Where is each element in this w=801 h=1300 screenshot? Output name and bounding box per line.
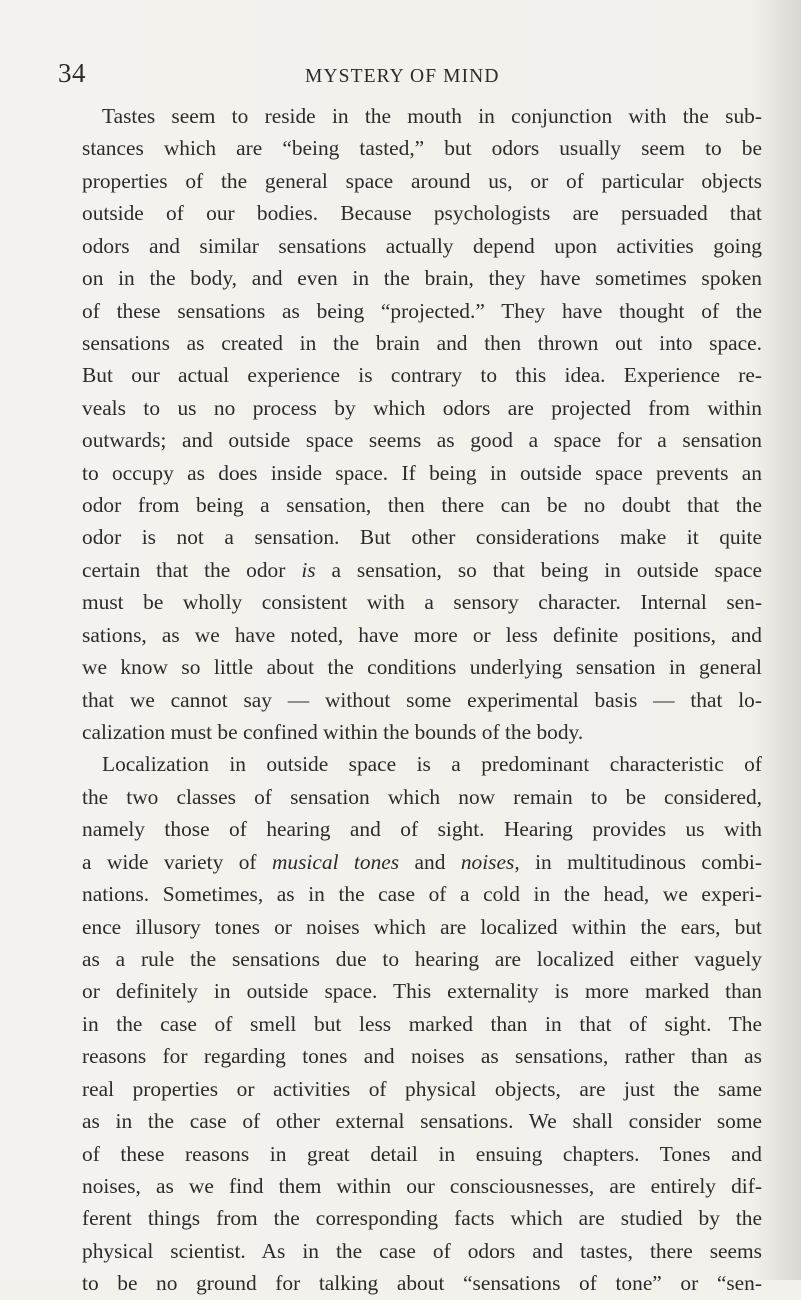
text-segment: a wide variety of	[82, 849, 272, 874]
text-line: to be no ground for talking about “sensations of tone” or “sen-	[82, 1271, 762, 1296]
text-line: sations, as we have noted, have more or less definite positions, and	[82, 622, 762, 647]
text-segment: and	[399, 849, 461, 874]
body-text	[82, 100, 762, 1300]
text-segment: a sensation, so that being in outside space	[315, 557, 762, 582]
text-line: to occupy as does inside space. If being in outside space prevents an	[82, 460, 762, 485]
text-line: veals to us no process by which odors are projected from within	[82, 395, 762, 420]
running-head: MYSTERY OF MIND	[305, 66, 500, 87]
text-line: that we cannot say — without some experimental basis — that lo-	[82, 687, 762, 712]
text-segment: certain that the odor	[82, 557, 302, 582]
italic-term: musical tones	[271, 849, 400, 874]
text-line: But our actual experience is contrary to this idea. Experience re-	[82, 363, 762, 388]
text-line: outwards; and outside space seems as good a space for a sensation	[82, 428, 762, 453]
text-line: of these reasons in great detail in ensuing chapters. Tones and	[82, 1141, 762, 1166]
text-line: outside of our bodies. Because psychologists are persuaded that	[82, 201, 762, 226]
text-line: odors and similar sensations actually depend upon activities going	[82, 233, 762, 258]
text-line: in the case of smell but less marked than in that of sight. The	[82, 1011, 762, 1036]
text-line: as in the case of other external sensations. We shall consider some	[82, 1109, 762, 1134]
text-line	[82, 554, 762, 586]
text-line: must be wholly consistent with a sensory character. Internal sen-	[82, 590, 762, 615]
italic-word: is	[301, 557, 316, 582]
text-line: noises, as we find them within our consciousnesses, are entirely dif-	[82, 1173, 762, 1198]
text-line: Localization in outside space is a predominant characteristic of	[102, 752, 762, 777]
text-line: stances which are “being tasted,” but odors usually seem to be	[82, 136, 762, 161]
text-line: on in the body, and even in the brain, they have sometimes spoken	[82, 266, 762, 291]
text-line: reasons for regarding tones and noises as sensations, rather than as	[82, 1044, 762, 1069]
text-line: odor is not a sensation. But other considerations make it quite	[82, 525, 762, 550]
page-number: 34	[58, 58, 86, 88]
text-line: calization must be confined within the bounds of the body.	[82, 720, 584, 745]
text-line: or definitely in outside space. This externality is more marked than	[82, 979, 762, 1004]
text-line: ferent things from the corresponding facts which are studied by the	[82, 1206, 762, 1231]
text-line: Tastes seem to reside in the mouth in conjunction with the sub-	[102, 104, 762, 128]
text-line: as a rule the sensations due to hearing are localized either vaguely	[82, 946, 762, 971]
text-line: physical scientist. As in the case of odors and tastes, there seems	[82, 1238, 762, 1263]
text-line: properties of the general space around us, or of particular objects	[82, 168, 762, 193]
text-line	[82, 846, 762, 878]
text-segment: , in multitudinous combi-	[514, 849, 763, 874]
text-line: odor from being a sensation, then there can be no doubt that the	[82, 493, 762, 518]
text-line: sensations as created in the brain and then thrown out into space.	[82, 330, 762, 355]
text-line: real properties or activities of physical objects, are just the same	[82, 1076, 762, 1101]
text-line: we know so little about the conditions underlying sensation in general	[82, 655, 762, 680]
italic-term: noises	[460, 849, 515, 874]
text-line: nations. Sometimes, as in the case of a cold in the head, we experi-	[82, 882, 762, 907]
text-line: of these sensations as being “projected.” They have thought of the	[82, 298, 762, 323]
text-line: namely those of hearing and of sight. Hearing provides us with	[82, 817, 762, 842]
text-line: the two classes of sensation which now remain to be considered,	[82, 784, 762, 809]
text-line: ence illusory tones or noises which are localized within the ears, but	[82, 914, 762, 939]
